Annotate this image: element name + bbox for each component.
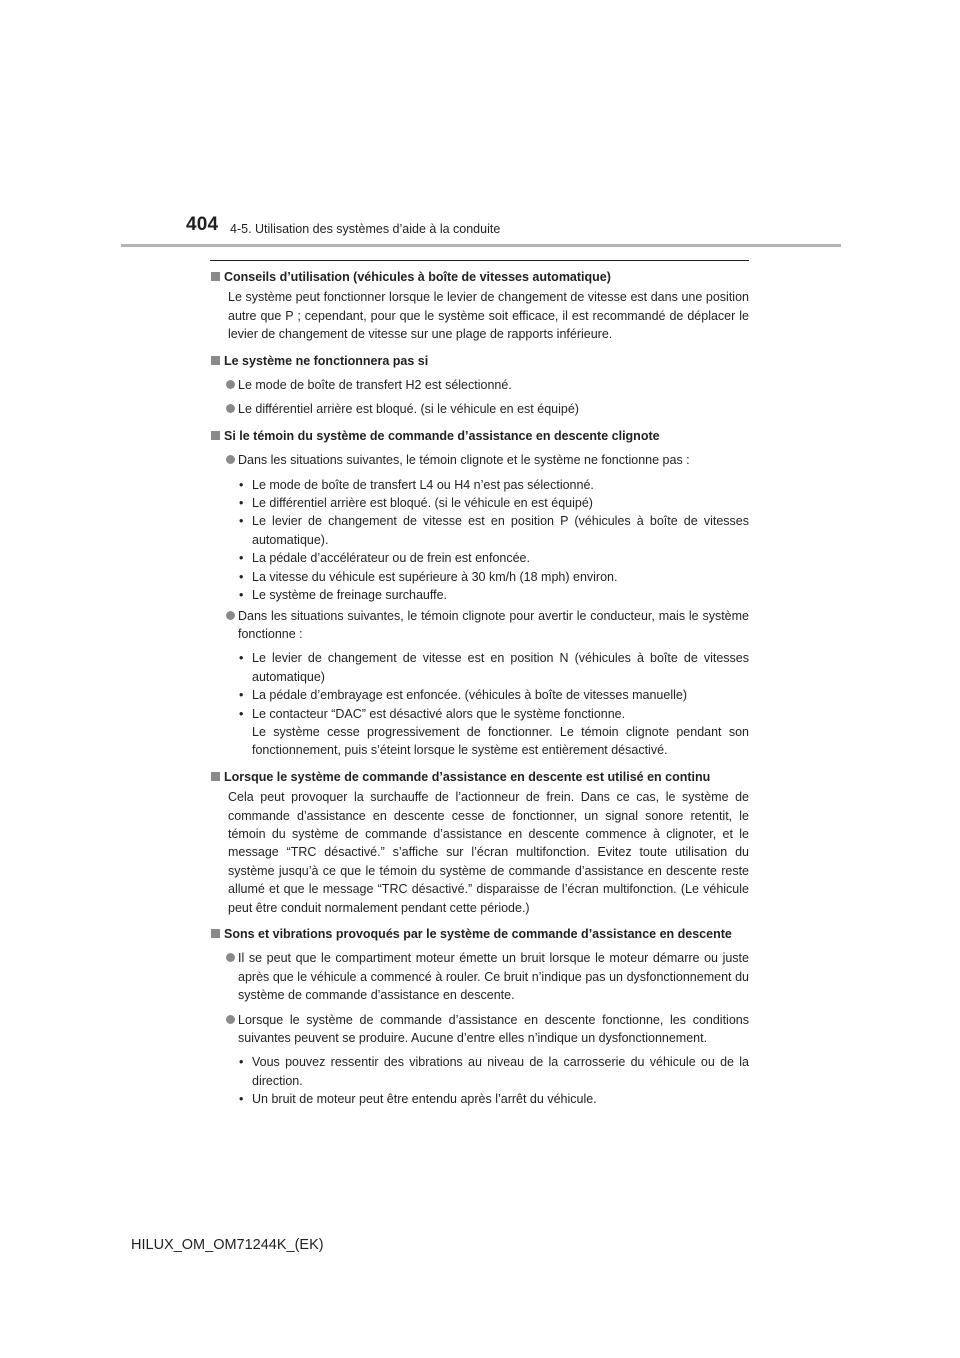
section-heading [210, 427, 749, 445]
dot-marker: • [239, 514, 244, 529]
round-bullet-icon [226, 611, 235, 620]
sub-item-text: Vous pouvez ressentir des vibrations au niveau de la carrosserie du véhicule ou de la direction. [252, 1055, 749, 1088]
dot-marker: • [239, 551, 244, 566]
sub-item [210, 494, 749, 512]
bullet-item [210, 1011, 749, 1048]
dot-marker: • [239, 651, 244, 666]
dot-marker: • [239, 1055, 244, 1070]
sub-item [210, 586, 749, 604]
section-heading-text: Si le témoin du système de commande d’assistance en descente clignote [224, 428, 660, 443]
sub-item-text: La vitesse du véhicule est supérieure à 30 km/h (18 mph) environ. [252, 569, 618, 584]
section-heading [210, 268, 749, 286]
square-bullet-icon [211, 272, 220, 281]
sub-item-continuation: Le système cesse progressivement de fonctionner. Le témoin clignote pendant son fonctionnement, puis s’éteint lorsque le système est entièrement désactivé. [252, 724, 749, 758]
bullet-item [210, 376, 749, 394]
round-bullet-icon [226, 404, 235, 413]
sub-item [210, 686, 749, 704]
sub-item-text: Le mode de boîte de transfert L4 ou H4 n’est pas sélectionné. [252, 477, 594, 492]
sub-item [210, 512, 749, 549]
bullet-text: Il se peut que le compartiment moteur émette un bruit lorsque le moteur démarre ou juste après que le véhicule a commencé à rouler. Ce bruit n’indique pas un dysfonctionnement du système de commande d’assistance en descente. [238, 951, 749, 1003]
chapter-title: 4-5. Utilisation des systèmes d’aide à la conduite [230, 222, 501, 236]
dot-marker: • [239, 1092, 244, 1107]
square-bullet-icon [211, 772, 220, 781]
page-content [210, 268, 749, 1109]
round-bullet-icon [226, 455, 235, 464]
square-bullet-icon [211, 929, 220, 938]
sub-item-text: Le système de freinage surchauffe. [252, 588, 448, 603]
sub-item [210, 1053, 749, 1090]
bullet-text: Lorsque le système de commande d’assistance en descente fonctionne, les conditions suivantes peuvent se produire. Aucune d’entre elles n’indique un dysfonctionnement. [238, 1012, 749, 1046]
section-heading [210, 768, 749, 786]
round-bullet-icon [226, 1015, 235, 1024]
document-code: HILUX_OM_OM71244K_(EK) [131, 1237, 324, 1253]
sub-item [210, 649, 749, 686]
dot-marker: • [239, 569, 244, 584]
section-rule [210, 260, 749, 261]
section-heading-text: Lorsque le système de commande d’assistance en descente est utilisé en continu [224, 769, 711, 784]
paragraph: Cela peut provoquer la surchauffe de l’actionneur de frein. Dans ce cas, le système de commande d’assistance en descente cesse de fonctionner, un signal sonore retentit, le témoin du système de commande d’assistance en descente commence à clignoter, et le message “TRC désactivé.” s’affiche sur l’écran multifonction. Evitez toute utilisation du système jusqu’à ce que le témoin du système de commande d’assistance en descente reste allumé et que le message “TRC désactivé.” disparaisse de l’écran multifonction. (Le véhicule peut être conduit normalement pendant cette période.) [228, 790, 749, 915]
bullet-item [210, 607, 749, 644]
square-bullet-icon [211, 356, 220, 365]
dot-marker: • [239, 706, 244, 721]
bullet-text: Le mode de boîte de transfert H2 est sélectionné. [238, 378, 512, 393]
sub-item [210, 705, 749, 723]
sub-item [210, 1090, 749, 1108]
dot-marker: • [239, 477, 244, 492]
section-heading-text: Sons et vibrations provoqués par le système de commande d’assistance en descente [224, 927, 732, 941]
bullet-text: Dans les situations suivantes, le témoin clignote et le système ne fonctionne pas : [238, 453, 690, 468]
bullet-item [210, 400, 749, 418]
round-bullet-icon [226, 380, 235, 389]
sub-item [210, 476, 749, 494]
dot-marker: • [239, 588, 244, 603]
bullet-text: Dans les situations suivantes, le témoin clignote pour avertir le conducteur, mais le système fonctionne : [238, 608, 749, 641]
sub-item [210, 549, 749, 567]
section-heading-text: Le système ne fonctionnera pas si [224, 353, 429, 368]
dot-marker: • [239, 496, 244, 511]
header-rule [121, 244, 841, 247]
sub-item-text: La pédale d’accélérateur ou de frein est enfoncée. [252, 551, 530, 566]
sub-item-text: Le contacteur “DAC” est désactivé alors que le système fonctionne. [252, 706, 626, 721]
sub-item-text: Le levier de changement de vitesse est en position N (véhicules à boîte de vitesses automatique) [252, 651, 749, 684]
sub-item [210, 568, 749, 586]
sub-item-text: Le levier de changement de vitesse est en position P (véhicules à boîte de vitesses automatique). [252, 514, 749, 547]
square-bullet-icon [211, 431, 220, 440]
sub-item-text: Un bruit de moteur peut être entendu après l’arrêt du véhicule. [252, 1092, 597, 1107]
section-heading [210, 925, 749, 943]
round-bullet-icon [226, 953, 235, 962]
page-number: 404 [186, 214, 219, 235]
sub-item-text: Le différentiel arrière est bloqué. (si le véhicule en est équipé) [252, 496, 593, 511]
section-heading [210, 352, 749, 370]
dot-marker: • [239, 688, 244, 703]
bullet-text: Le différentiel arrière est bloqué. (si le véhicule en est équipé) [238, 402, 579, 417]
section-heading-text: Conseils d’utilisation (véhicules à boîte de vitesses automatique) [224, 270, 611, 284]
bullet-item [210, 949, 749, 1004]
paragraph: Le système peut fonctionner lorsque le levier de changement de vitesse est dans une position autre que P ; cependant, pour que le système soit efficace, il est recommandé de déplacer le levier de changement de vitesse sur une plage de rapports inférieure. [228, 290, 749, 342]
bullet-item [210, 451, 749, 469]
sub-item-text: La pédale d’embrayage est enfoncée. (véhicules à boîte de vitesses manuelle) [252, 688, 687, 703]
